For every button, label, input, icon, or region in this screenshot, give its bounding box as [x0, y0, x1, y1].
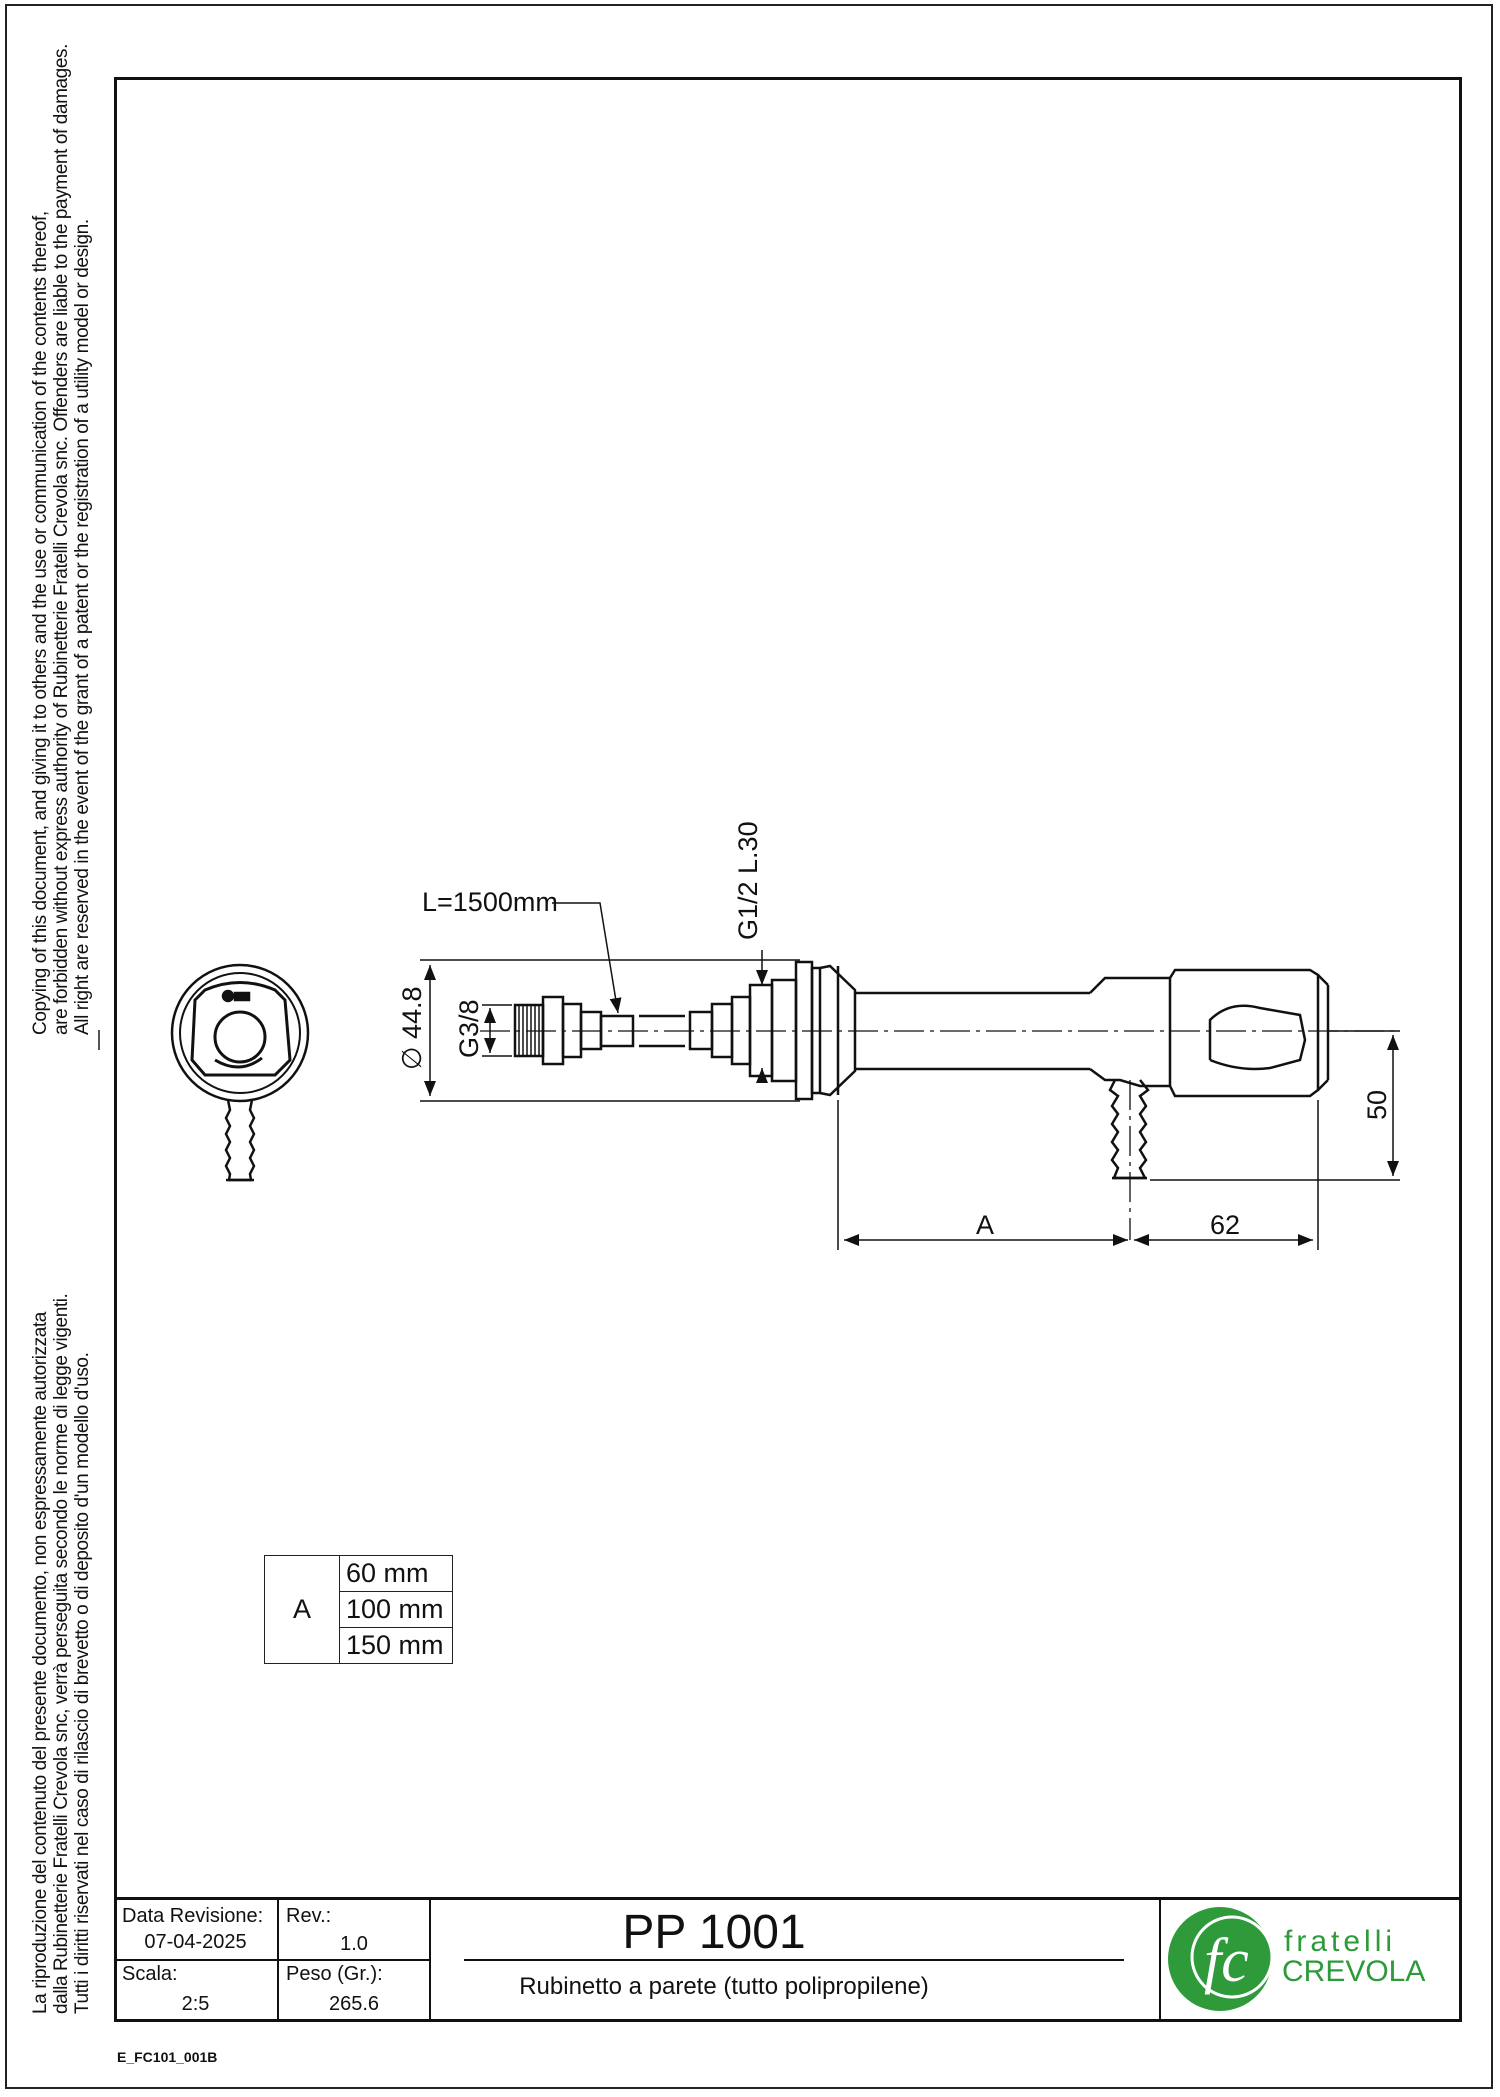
- notice-line: Copying of this document, and giving it to others and the use or communication of the contents thereof,: [30, 211, 51, 1035]
- length-label: L=1500mm: [422, 887, 558, 917]
- valve-handle: [1170, 970, 1318, 1096]
- dimension-a-table: [264, 1555, 453, 1664]
- notice-line: dalla Rubinetterie Fratelli Crevola snc, verrà perseguita secondo le norme di legge vigenti.: [51, 1293, 72, 2014]
- logo-word-fratelli: fratelli: [1284, 1925, 1397, 1958]
- height-label: 50: [1362, 1089, 1392, 1120]
- a-table-value: 60 mm: [340, 1556, 453, 1592]
- revision-date-label: Data Revisione:: [122, 1905, 264, 1927]
- product-description: Rubinetto a parete (tutto polipropilene): [519, 1973, 929, 2000]
- front-view-hose-barb: [226, 1100, 254, 1180]
- a-table-value: 150 mm: [340, 1628, 453, 1664]
- front-view-bore: [215, 1012, 265, 1062]
- product-code: PP 1001: [622, 1906, 806, 1959]
- title-block: [114, 1897, 1462, 2022]
- notice-line: Tutti i diritti riservati nel caso di rilascio di brevetto o di deposito d'un modello d'uso.: [72, 1352, 93, 2014]
- weight-label: Peso (Gr.):: [286, 1963, 383, 1985]
- dimension-62-label: 62: [1210, 1210, 1241, 1240]
- revision-label: Rev.:: [286, 1905, 332, 1927]
- thread-g38-label: G3/8: [454, 999, 484, 1058]
- scale-value: 2:5: [181, 1993, 210, 2015]
- diameter-label: ∅ 44.8: [397, 986, 427, 1070]
- logo-monogram: fc: [1204, 1927, 1249, 1995]
- notice-line: All right are reserved in the event of the grant of a patent or the registration of a utility model or design.: [72, 219, 93, 1035]
- thread-inlet-label: G1/2 L.30: [733, 821, 763, 940]
- a-table-label: A: [265, 1556, 340, 1664]
- revision-value: 1.0: [340, 1933, 368, 1955]
- scale-label: Scala:: [122, 1963, 178, 1985]
- weight-value: 265.6: [328, 1993, 380, 2015]
- revision-date-value: 07-04-2025: [144, 1931, 247, 1953]
- notice-line: are forbidden without express authority of Rubinetterie Fratelli Crevola snc. Offenders are liable to the payment of damages.: [51, 44, 72, 1035]
- document-code: E_FC101_001B: [117, 2049, 218, 2065]
- front-view-marking-icon: [223, 991, 233, 1001]
- notice-line: La riproduzione del contenuto del presente documento, non espressamente autorizzata: [30, 1312, 51, 2014]
- valve-body: [1090, 978, 1170, 1086]
- logo-word-crevola: CREVOLA: [1282, 1955, 1426, 1988]
- side-view: [515, 962, 1328, 1178]
- dimension-a-label: A: [976, 1210, 995, 1240]
- a-table-value: 100 mm: [340, 1592, 453, 1628]
- company-logo: [1164, 1901, 1454, 2017]
- front-view: [172, 965, 308, 1180]
- outlet-hose-barb: [1110, 1080, 1148, 1178]
